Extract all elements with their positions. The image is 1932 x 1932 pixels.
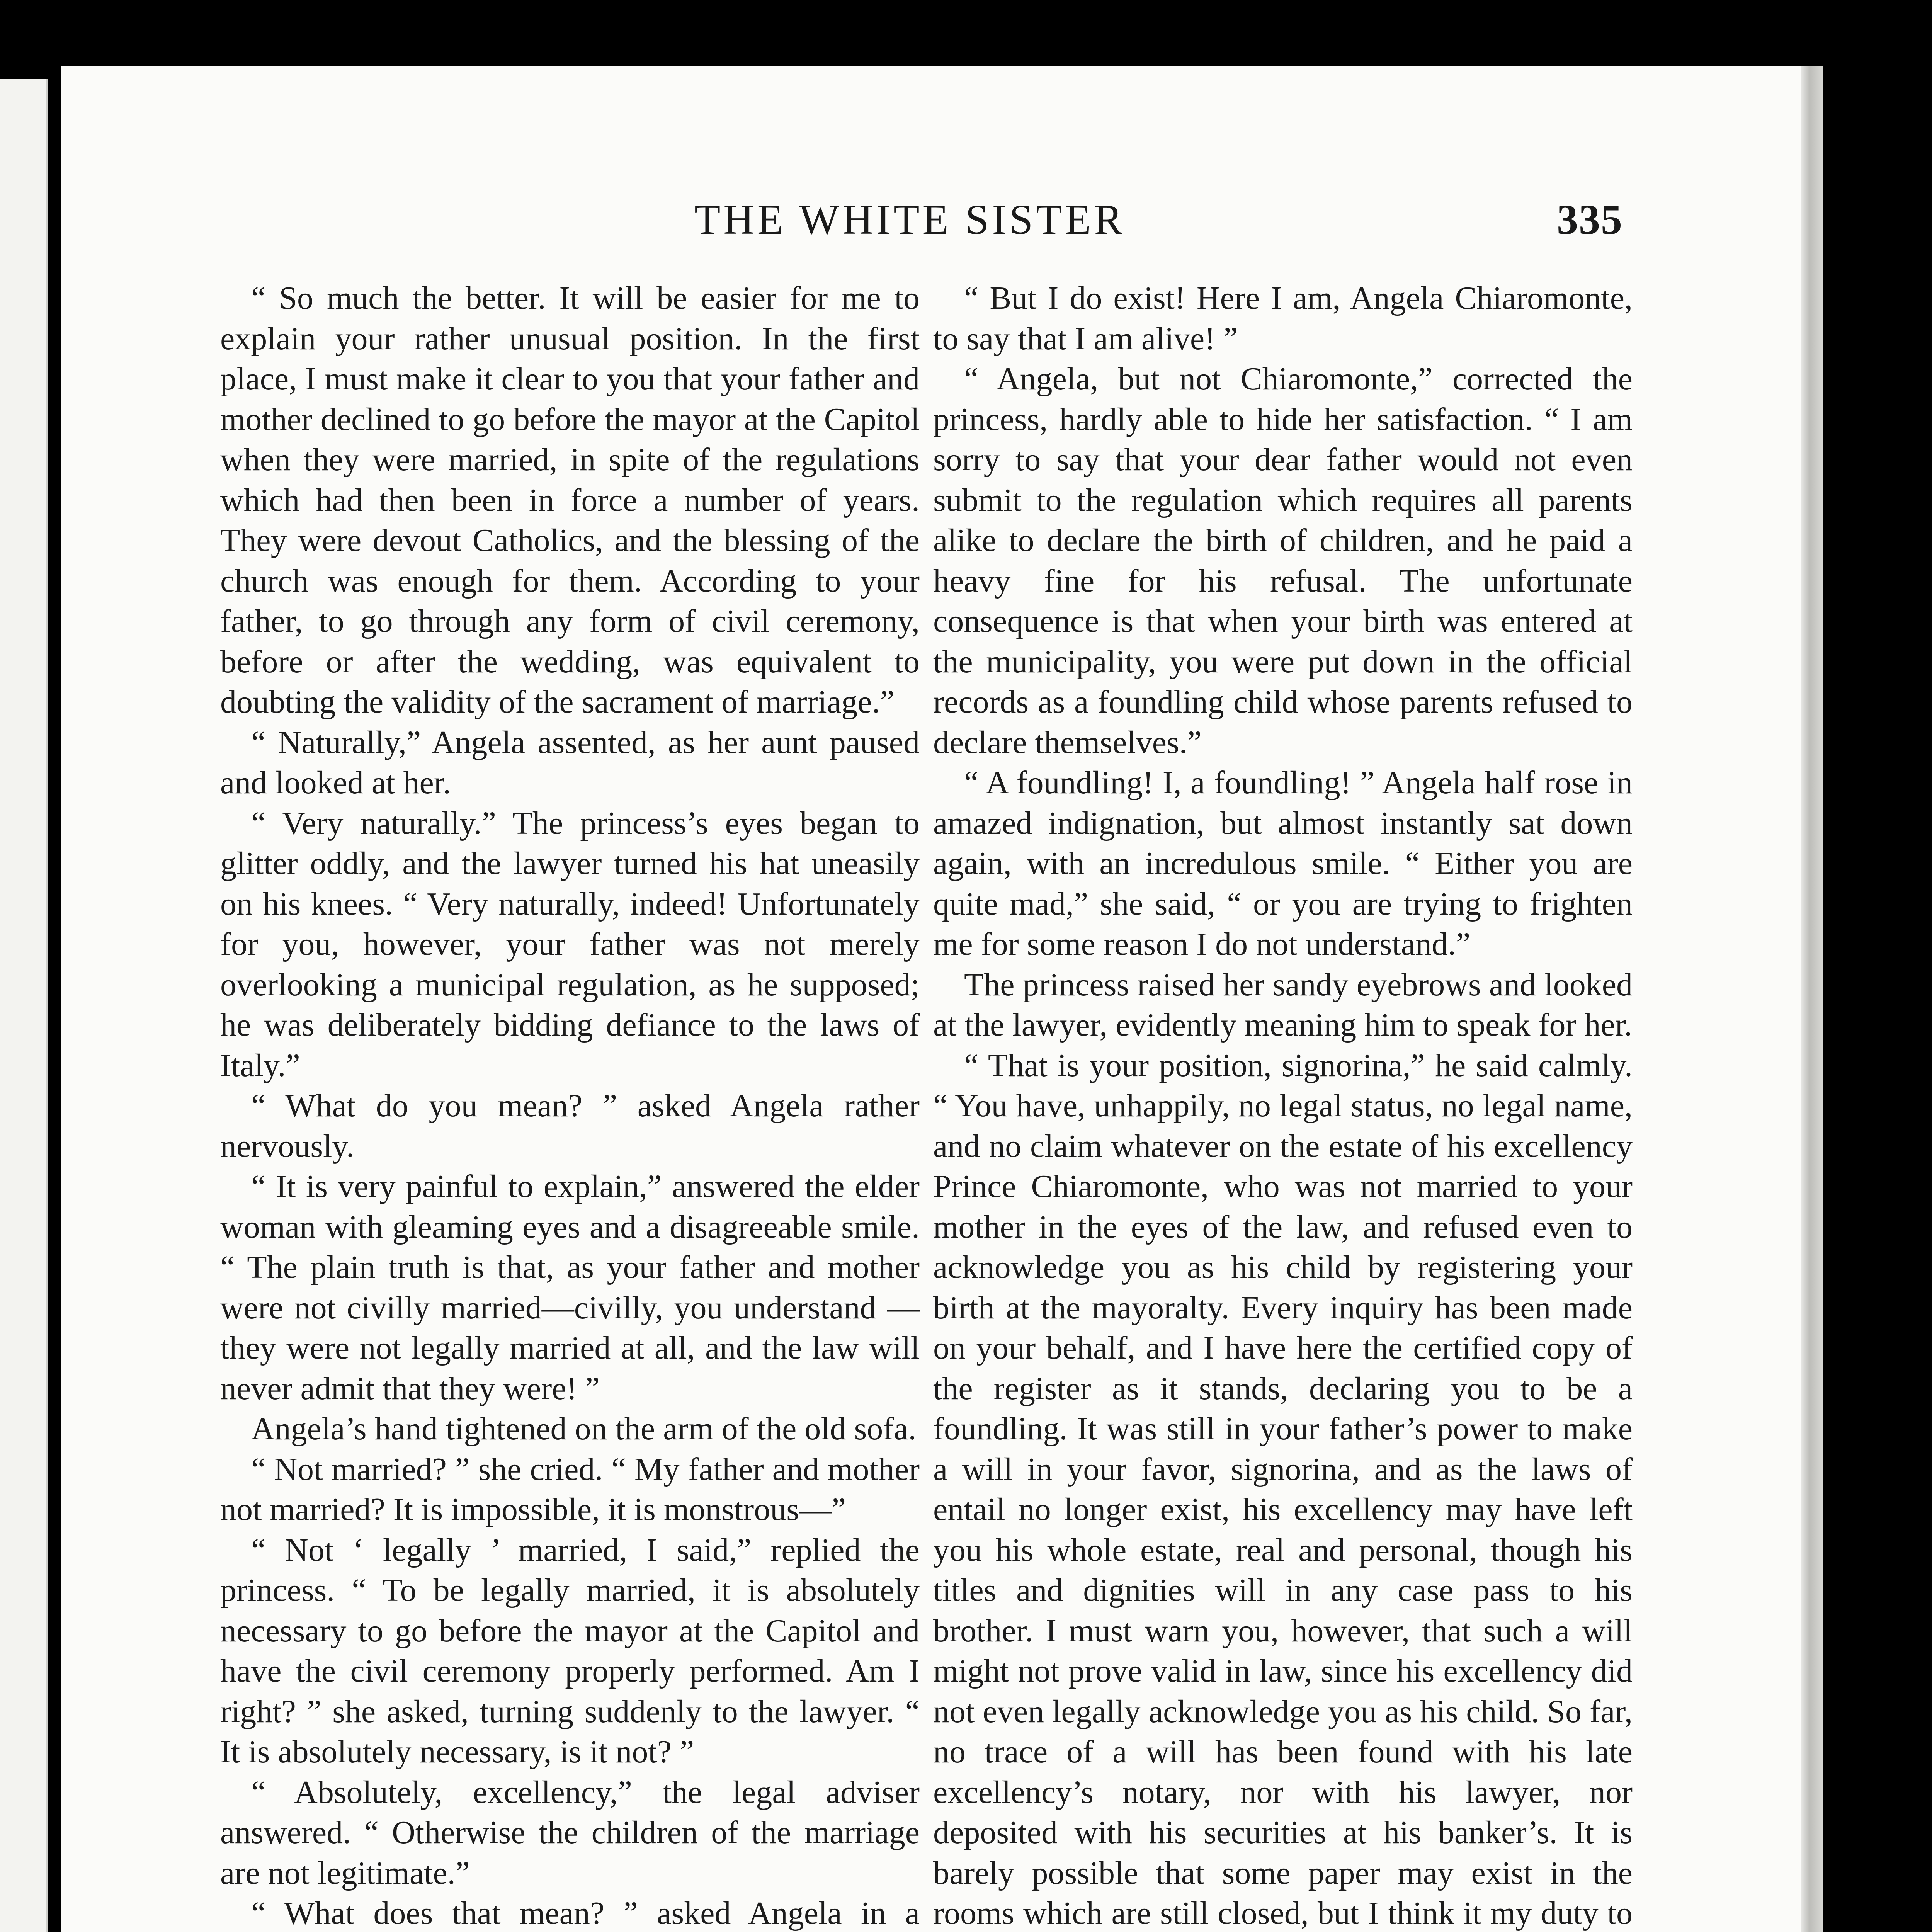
running-head-title: THE WHITE SISTER	[694, 196, 1126, 243]
paragraph: Angela’s hand tightened on the arm of the old sofa.	[251, 1411, 917, 1447]
paragraph: “ Absolutely, excellency,” the legal adviser answered. “ Otherwise the children of the marriage are not legitimate.”	[220, 1774, 920, 1891]
adjacent-page-edge	[0, 79, 48, 1932]
paragraph: “ Angela, but not Chiaromonte,” corrected the princess, hardly able to hide her satisfaction. “ I am sorry to say that your dear father would not even submit to the regulation which requires all parents alike to declare the birth of children, and he paid a heavy fine for his refusal. The unfortunate consequence is that when your birth was entered at the municipality, you were put down in the official records as a foundling child whose parents refused to declare themselves.”	[933, 361, 1633, 760]
running-head	[201, 195, 1623, 253]
paragraph: “ But I do exist! Here I am, Angela Chiaromonte, to say that I am alive! ”	[933, 280, 1633, 357]
paragraph: “ It is very painful to explain,” answered the elder woman with gleaming eyes and a disagreeable smile. “ The plain truth is that, as your father and mother were not civilly married—civilly, you understand — they were not legally married at all, and the law will never admit that they were! ”	[220, 1168, 920, 1406]
paragraph: “ Naturally,” Angela assented, as her aunt paused and looked at her.	[220, 724, 920, 801]
right-text-column	[933, 278, 1633, 1932]
paragraph: “ Not married? ” she cried. “ My father and mother not married? It is impossible, it is monstrous—”	[220, 1451, 920, 1527]
paragraph: “ What do you mean? ” asked Angela rather nervously.	[220, 1088, 920, 1164]
paragraph: “ Very naturally.” The princess’s eyes began to glitter oddly, and the lawyer turned his hat uneasily on his knees. “ Very naturally, indeed! Unfortunately for you, however, your father was not merely overlooking a municipal regulation, as he supposed; he was deliberately bidding defiance to the laws of Italy.”	[220, 805, 920, 1083]
paragraph: “ Not ‘ legally ’ married, I said,” replied the princess. “ To be legally married, it is absolutely necessary to go before the mayor at the Capitol and have the civil ceremony properly performed. Am I right? ” she asked, turning suddenly to the lawyer. “ It is absolutely necessary, is it not? ”	[220, 1532, 920, 1770]
paragraph: “ So much the better. It will be easier for me to explain your rather unusual position. In the first place, I must make it clear to you that your father and mother declined to go before the mayor at the Capitol when they were married, in spite of the regulations which had then been in force a number of years. They were devout Catholics, and the blessing of the church was enough for them. According to your father, to go through any form of civil ceremony, before or after the wedding, was equivalent to doubting the validity of the sacrament of marriage.”	[220, 280, 920, 720]
left-text-column	[220, 278, 920, 1932]
page-gutter-shadow	[1801, 66, 1823, 1932]
page-number: 335	[1557, 196, 1623, 243]
paragraph: “ A foundling! I, a foundling! ” Angela half rose in amazed indignation, but almost instantly sat down again, with an incredulous smile. “ Either you are quite mad,” she said, “ or you are trying to frighten me for some reason I do not understand.”	[933, 765, 1633, 962]
paragraph: The princess raised her sandy eyebrows and looked at the lawyer, evidently meaning him to speak for her.	[933, 966, 1633, 1043]
paragraph: “ What does that mean? ” asked Angela in a	[251, 1895, 920, 1931]
paragraph: “ That is your position, signorina,” he said calmly. “ You have, unhappily, no legal status, no legal name, and no claim whatever on the estate of his excellency Prince Chiaromonte, who was not married to your mother in the eyes of the law, and refused even to acknowledge you as his child by registering your birth at the mayoralty. Every inquiry has been made on your behalf, and I have here the certified copy of the register as it stands, declaring you to be a foundling. It was still in your father’s power to make a will in your favor, signorina, and as the laws of entail no longer exist, his excellency may have left you his whole estate, real and personal, though his titles and dignities will in any case pass to his brother. I must warn you, however, that such a will might not prove valid in law, since his excellency did not even legally acknowledge you as his child. So far, no trace of a will has been found with his late excellency’s notary, nor with his lawyer, nor deposited with his securities at his banker’s. It is barely possible that some paper may exist in the rooms which are still closed, but I think it my duty to	[933, 1047, 1633, 1931]
